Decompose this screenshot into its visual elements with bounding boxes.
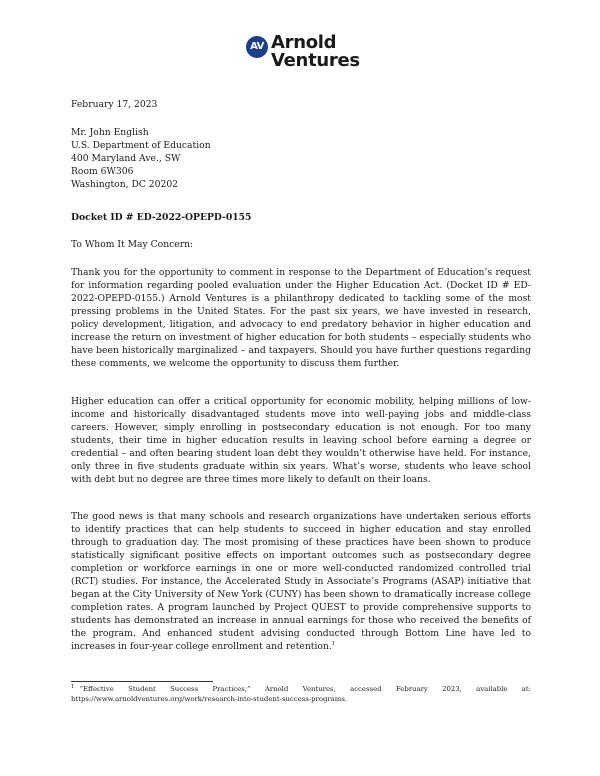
footnote-divider xyxy=(71,681,213,682)
docket-id: Docket ID # ED-2022-OPEPD-0155 xyxy=(71,212,252,223)
body-paragraph-1: Thank you for the opportunity to comment in response to the Department of Education’s request for information regarding pooled evaluation under the Higher Education Act. (Docket ID # ED-2022-OPEPD-0155.) Arnold Ventures is a philanthropy dedicated to tackling some of the most pressing problems in the United States. For the past six years, we have invested in research, policy development, litigation, and advocacy to end predatory behavior in higher education and increase the return on investment of higher education for both students – especially students who have been historically marginalized – and taxpayers. Should you have further questions regarding these comments, we welcome the opportunity to discuss them further. xyxy=(71,267,531,370)
address-line: Room 6W306 xyxy=(71,166,134,178)
body-paragraph-2: Higher education can offer a critical opportunity for economic mobility, helping millions of low-income and historically disadvantaged students move into well-paying jobs and middle-class careers. However, simply enrolling in postsecondary education is not enough. For too many students, their time in higher education results in leaving school before earning a degree or credential – and often bearing student loan debt they wouldn’t otherwise have held. For instance, only three in five students graduate within six years. What’s worse, students who leave school with debt but no degree are three times more likely to default on their loans. xyxy=(71,396,531,486)
address-line: U.S. Department of Education xyxy=(71,140,211,152)
logo-word-arnold: Arnold xyxy=(271,32,337,53)
footnote-reference: 1 xyxy=(331,641,336,648)
letter-date: February 17, 2023 xyxy=(71,99,158,110)
salutation: To Whom It May Concern: xyxy=(71,239,194,250)
recipient-address xyxy=(71,126,531,191)
footnote xyxy=(71,684,531,704)
address-line: Washington, DC 20202 xyxy=(71,179,179,191)
body-paragraph-3-text: The good news is that many schools and research organizations have undertaken serious efforts to identify practices that can help students to succeed in higher education and stay enrolled through to graduation day. The most promising of these practices have been shown to produce statistically significant positive effects on important outcomes such as postsecondary degree completion or workforce earnings in one or more well-conducted randomized controlled trial (RCT) studies. For instance, the Accelerated Study in Associate’s Programs (ASAP) initiative that began at the City University of New York (CUNY) has been shown to dramatically increase college completion rates. A program launched by Project QUEST to provide comprehensive supports to students has demonstrated an increase in annual earnings for those who received the benefits of the program. And enhanced student advising conducted through Bottom Line have led to increases in four-year college enrollment and retention. xyxy=(71,511,531,653)
footnote-text: “Effective Student Success Practices,” Arnold Ventures, accessed February 2023, available at: https://www.arnoldventures.org/work/research-into-student-success-programs. xyxy=(71,685,531,703)
logo-mark-letters: AV xyxy=(250,41,264,52)
logo-word-ventures: Ventures xyxy=(271,50,360,71)
footnote-mark: 1 xyxy=(71,683,75,690)
address-line: Mr. John English xyxy=(71,127,149,138)
body-paragraph-3 xyxy=(71,510,531,654)
arnold-ventures-logo xyxy=(246,30,358,72)
address-line: 400 Maryland Ave., SW xyxy=(71,153,181,165)
